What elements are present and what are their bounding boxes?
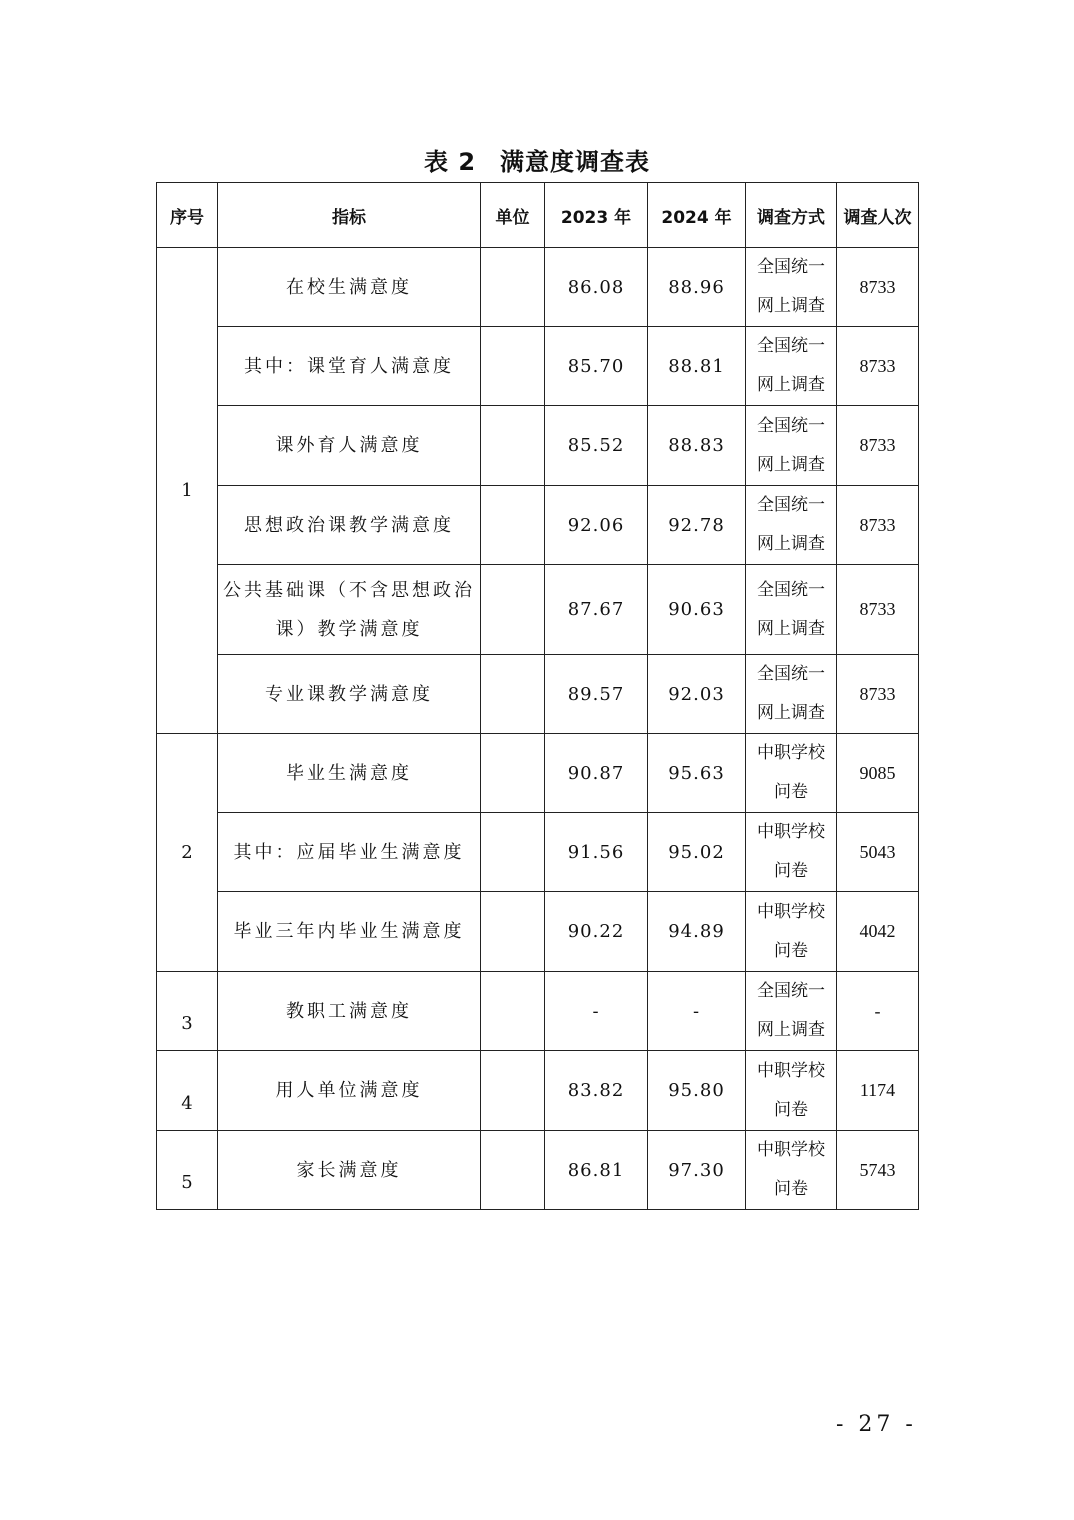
value-2023-cell: 90.22 <box>545 892 648 972</box>
unit-cell <box>481 892 545 972</box>
indicator-cell: 公共基础课（不含思想政治课）教学满意度 <box>218 565 481 655</box>
value-2023-cell: 86.08 <box>545 248 648 327</box>
value-2024-cell: 95.80 <box>648 1051 746 1131</box>
value-2023-cell: 85.52 <box>545 406 648 486</box>
seq-cell: 3 <box>157 972 218 1051</box>
table-title <box>0 142 1074 177</box>
indicator-cell: 其中：应届毕业生满意度 <box>218 813 481 892</box>
header-count: 调查人次 <box>837 183 919 248</box>
table-title-text: 满意度调查表 <box>500 148 651 176</box>
table-row <box>157 655 919 734</box>
value-2023-cell: 91.56 <box>545 813 648 892</box>
indicator-cell: 专业课教学满意度 <box>218 655 481 734</box>
seq-cell: 4 <box>157 1051 218 1131</box>
value-2024-cell: - <box>648 972 746 1051</box>
value-2023-cell: - <box>545 972 648 1051</box>
table-label: 表 2 <box>423 148 477 176</box>
seq-cell: 2 <box>157 734 218 972</box>
header-unit: 单位 <box>481 183 545 248</box>
table-row <box>157 972 919 1051</box>
unit-cell <box>481 406 545 486</box>
header-2024: 2024 年 <box>648 183 746 248</box>
unit-cell <box>481 734 545 813</box>
value-2024-cell: 92.78 <box>648 486 746 565</box>
method-cell: 全国统一网上调查 <box>746 486 837 565</box>
unit-cell <box>481 655 545 734</box>
satisfaction-table <box>156 182 919 1210</box>
page-number: - 27 - <box>836 1412 917 1437</box>
method-cell: 中职学校问卷 <box>746 734 837 813</box>
count-cell: 8733 <box>837 486 919 565</box>
count-cell: 5743 <box>837 1131 919 1210</box>
count-cell: 1174 <box>837 1051 919 1131</box>
header-2023: 2023 年 <box>545 183 648 248</box>
value-2024-cell: 95.63 <box>648 734 746 813</box>
indicator-cell: 毕业生满意度 <box>218 734 481 813</box>
unit-cell <box>481 327 545 406</box>
value-2024-cell: 92.03 <box>648 655 746 734</box>
table-row <box>157 327 919 406</box>
method-cell: 中职学校问卷 <box>746 892 837 972</box>
count-cell: 5043 <box>837 813 919 892</box>
method-cell: 中职学校问卷 <box>746 813 837 892</box>
method-cell: 中职学校问卷 <box>746 1131 837 1210</box>
count-cell: 8733 <box>837 565 919 655</box>
value-2024-cell: 88.83 <box>648 406 746 486</box>
method-cell: 全国统一网上调查 <box>746 248 837 327</box>
indicator-cell: 教职工满意度 <box>218 972 481 1051</box>
header-indicator: 指标 <box>218 183 481 248</box>
method-cell: 全国统一网上调查 <box>746 972 837 1051</box>
value-2024-cell: 94.89 <box>648 892 746 972</box>
table-row <box>157 486 919 565</box>
value-2024-cell: 90.63 <box>648 565 746 655</box>
method-cell: 全国统一网上调查 <box>746 565 837 655</box>
table-row <box>157 813 919 892</box>
indicator-cell: 其中：课堂育人满意度 <box>218 327 481 406</box>
unit-cell <box>481 972 545 1051</box>
value-2023-cell: 85.70 <box>545 327 648 406</box>
indicator-cell: 在校生满意度 <box>218 248 481 327</box>
indicator-cell: 用人单位满意度 <box>218 1051 481 1131</box>
unit-cell <box>481 1051 545 1131</box>
table-row <box>157 734 919 813</box>
table-row <box>157 1051 919 1131</box>
method-cell: 全国统一网上调查 <box>746 327 837 406</box>
method-cell: 全国统一网上调查 <box>746 406 837 486</box>
count-cell: 8733 <box>837 655 919 734</box>
table-row <box>157 1131 919 1210</box>
unit-cell <box>481 248 545 327</box>
indicator-cell: 思想政治课教学满意度 <box>218 486 481 565</box>
table-row <box>157 565 919 655</box>
value-2024-cell: 95.02 <box>648 813 746 892</box>
method-cell: 中职学校问卷 <box>746 1051 837 1131</box>
unit-cell <box>481 486 545 565</box>
unit-cell <box>481 813 545 892</box>
count-cell: 4042 <box>837 892 919 972</box>
indicator-cell: 毕业三年内毕业生满意度 <box>218 892 481 972</box>
seq-cell: 1 <box>157 248 218 734</box>
indicator-cell: 家长满意度 <box>218 1131 481 1210</box>
value-2023-cell: 83.82 <box>545 1051 648 1131</box>
value-2024-cell: 97.30 <box>648 1131 746 1210</box>
indicator-cell: 课外育人满意度 <box>218 406 481 486</box>
count-cell: 8733 <box>837 327 919 406</box>
table-row <box>157 892 919 972</box>
value-2023-cell: 89.57 <box>545 655 648 734</box>
count-cell: 8733 <box>837 248 919 327</box>
count-cell: 9085 <box>837 734 919 813</box>
value-2024-cell: 88.81 <box>648 327 746 406</box>
unit-cell <box>481 565 545 655</box>
value-2023-cell: 86.81 <box>545 1131 648 1210</box>
header-row <box>157 183 919 248</box>
count-cell: 8733 <box>837 406 919 486</box>
value-2023-cell: 90.87 <box>545 734 648 813</box>
table-row <box>157 248 919 327</box>
seq-cell: 5 <box>157 1131 218 1210</box>
unit-cell <box>481 1131 545 1210</box>
method-cell: 全国统一网上调查 <box>746 655 837 734</box>
table-row <box>157 406 919 486</box>
value-2023-cell: 87.67 <box>545 565 648 655</box>
value-2023-cell: 92.06 <box>545 486 648 565</box>
count-cell: - <box>837 972 919 1051</box>
header-method: 调查方式 <box>746 183 837 248</box>
header-seq: 序号 <box>157 183 218 248</box>
value-2024-cell: 88.96 <box>648 248 746 327</box>
